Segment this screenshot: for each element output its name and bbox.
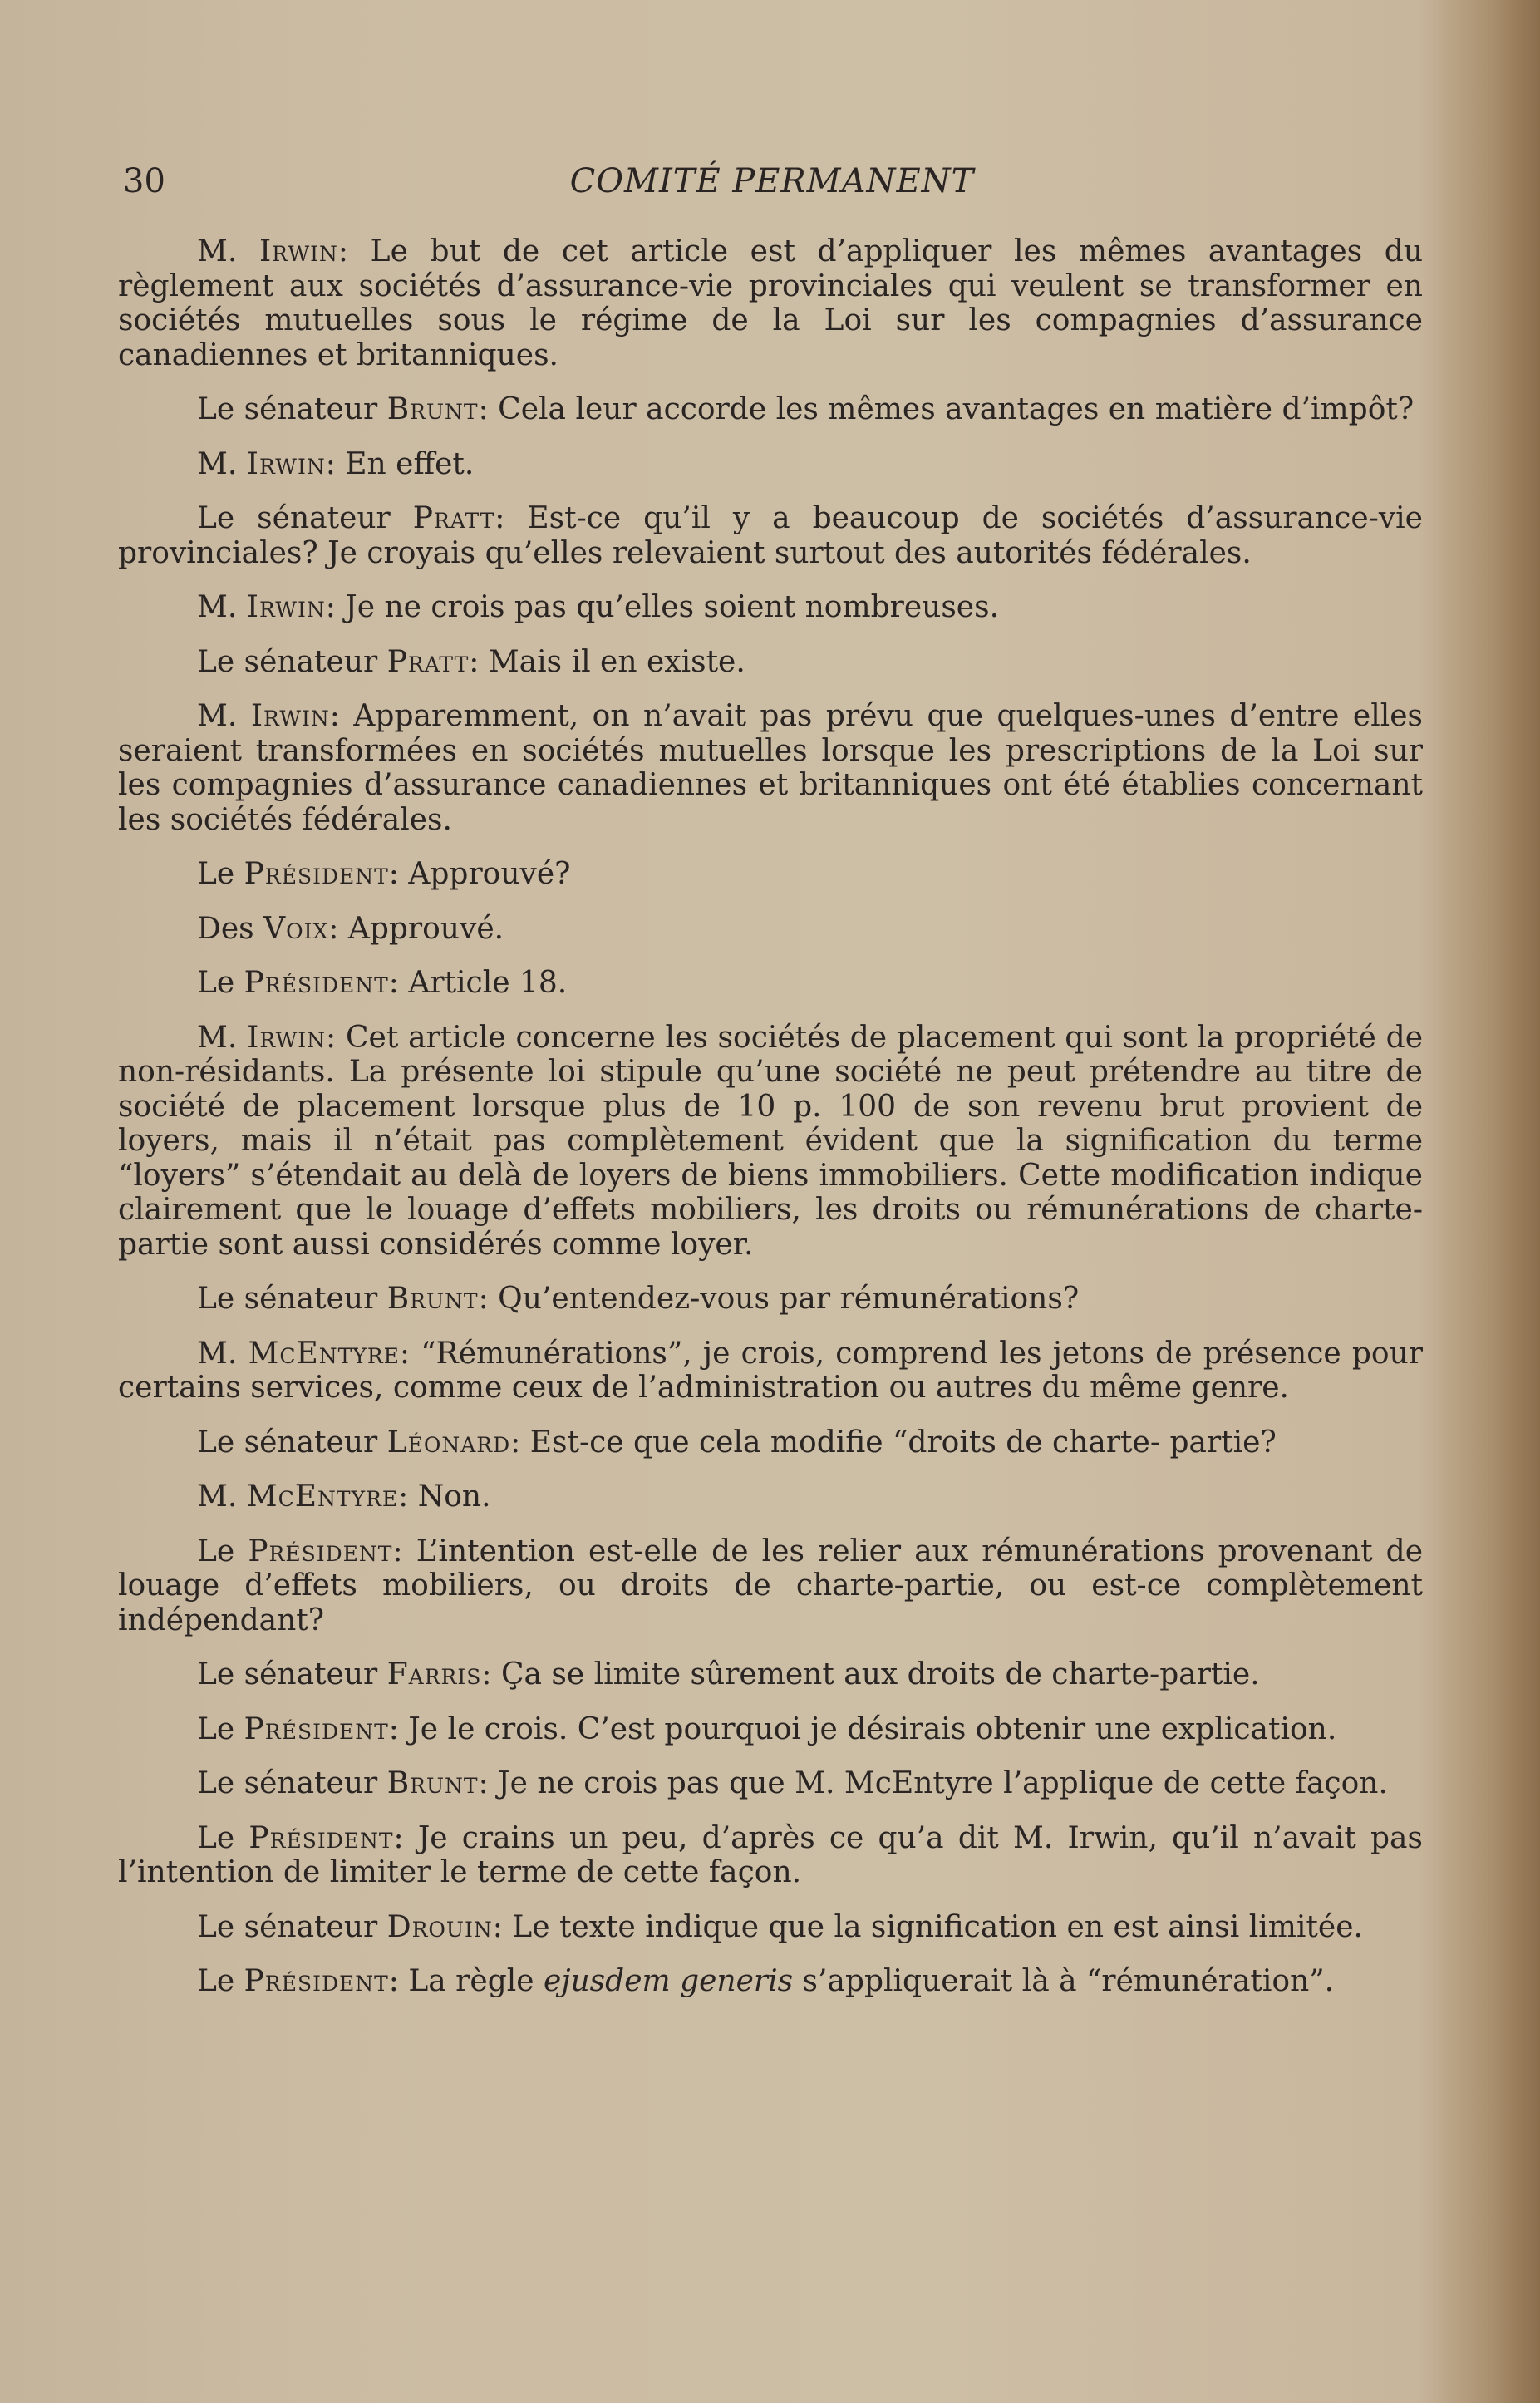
speech-text: : Je le crois. C’est pourquoi je désirais obtenir une explication.	[388, 1711, 1337, 1746]
speech-text: : Le texte indique que la signification en est ainsi limitée.	[492, 1909, 1363, 1944]
page-header	[123, 156, 1421, 206]
speaker-prefix: Le sénateur	[197, 392, 387, 426]
speech-text: : Je ne crois pas que M. McEntyre l’applique de cette façon.	[478, 1766, 1388, 1800]
speech-text: : Non.	[398, 1480, 491, 1514]
transcript-paragraph	[118, 392, 1423, 427]
speaker-name: Président	[244, 857, 389, 891]
speaker-name: Drouin	[386, 1909, 493, 1944]
speaker-name: Président	[244, 966, 389, 1000]
speaker-name: Léonard	[386, 1425, 511, 1460]
transcript-paragraph	[118, 1021, 1423, 1263]
transcript-paragraph	[118, 234, 1423, 372]
speech-text: : Est-ce qu’il y a beaucoup de sociétés d’assurance-vie provinciales? Je croyais qu’elles relevaient surtout des autorités fédérales.	[118, 501, 1423, 570]
speaker-name: Brunt	[386, 1282, 479, 1316]
speaker-name: Irwin	[250, 699, 330, 733]
speaker-prefix: M.	[197, 590, 247, 624]
speaker-name: McEntyre	[248, 1336, 400, 1371]
transcript-paragraph	[118, 1480, 1423, 1514]
speech-text: : Approuvé?	[388, 857, 571, 891]
transcript-paragraph	[118, 1657, 1423, 1692]
speech-text: : Qu’entendez-vous par rémunérations?	[478, 1282, 1080, 1316]
speaker-name: Voix	[263, 911, 329, 946]
speaker-name: Irwin	[247, 1020, 327, 1055]
speaker-prefix: Des	[197, 911, 264, 946]
speaker-prefix: Le sénateur	[197, 1909, 387, 1944]
speaker-name: Président	[244, 1711, 389, 1746]
transcript-body	[118, 234, 1423, 2019]
transcript-paragraph	[118, 1712, 1423, 1747]
speaker-prefix: M.	[197, 1336, 248, 1371]
speaker-name: Irwin	[246, 590, 326, 624]
transcript-paragraph	[118, 590, 1423, 625]
speaker-name: McEntyre	[246, 1480, 399, 1514]
speech-text: : Article 18.	[388, 966, 568, 1000]
transcript-paragraph	[118, 1282, 1423, 1317]
transcript-paragraph	[118, 699, 1423, 837]
speech-text: : Approuvé.	[328, 911, 504, 946]
speaker-prefix: Le	[197, 1964, 244, 1998]
transcript-paragraph	[118, 501, 1423, 570]
speaker-prefix: Le	[197, 1534, 248, 1568]
emphasized-text: ejusdem generis	[544, 1964, 794, 1998]
speaker-prefix: M.	[197, 1480, 247, 1514]
transcript-paragraph	[118, 1534, 1423, 1638]
speaker-prefix: Le	[197, 1711, 244, 1746]
speaker-prefix: M.	[197, 234, 259, 268]
speaker-name: Président	[248, 1534, 393, 1568]
page-number: 30	[123, 162, 165, 200]
speaker-prefix: Le	[197, 1820, 249, 1855]
transcript-paragraph	[118, 1910, 1423, 1945]
speaker-prefix: Le sénateur	[197, 1766, 387, 1800]
speech-text: : Est-ce que cela modifie “droits de charte- partie?	[510, 1425, 1277, 1460]
speaker-name: Irwin	[258, 234, 338, 268]
speaker-name: Pratt	[386, 644, 470, 679]
speech-text: : Cet article concerne les sociétés de placement qui sont la propriété de non-résidants. La présente loi stipule qu’une société ne peut prétendre au titre de société de placement lorsque plus de 10 p. 100 de son revenu brut provient de loyers, mais il n’était pas complètement évident que la signification du terme “loyers” s’étendait au delà de loyers de biens immobiliers. Cette modification indique clairement que le louage d’effets mobiliers, les droits ou rémunérations de charte-partie sont aussi considérés comme loyer.	[118, 1020, 1423, 1262]
transcript-paragraph	[118, 1426, 1423, 1460]
speaker-prefix: M.	[197, 446, 247, 481]
transcript-paragraph	[118, 857, 1423, 892]
speaker-name: Brunt	[386, 392, 479, 426]
transcript-paragraph	[118, 912, 1423, 947]
speaker-prefix: Le	[197, 857, 244, 891]
speech-text: : La règle	[388, 1964, 544, 1998]
running-title: COMITÉ PERMANENT	[569, 162, 975, 200]
speech-text: : “Rémunérations”, je crois, comprend les jetons de présence pour certains services, comme ceux de l’administration ou autres du même genre.	[118, 1336, 1423, 1405]
speaker-prefix: M.	[197, 699, 251, 733]
speech-text: : Cela leur accorde les mêmes avantages en matière d’impôt?	[478, 392, 1415, 426]
speaker-name: Président	[244, 1964, 389, 1998]
speaker-prefix: Le sénateur	[197, 1425, 387, 1460]
speaker-name: Président	[248, 1820, 394, 1855]
speech-text: : Le but de cet article est d’appliquer les mêmes avantages du règlement aux sociétés d’assurance-vie provinciales qui veulent se transformer en sociétés mutuelles sous le régime de la Loi sur les compagnies d’assurance canadiennes et britanniques.	[118, 234, 1423, 372]
speaker-name: Pratt	[412, 501, 495, 535]
speaker-prefix: Le	[197, 966, 244, 1000]
transcript-paragraph	[118, 645, 1423, 680]
speaker-prefix: Le sénateur	[197, 644, 387, 679]
speech-text-continued: s’appliquerait là à “rémunération”.	[793, 1964, 1335, 1998]
speaker-name: Brunt	[386, 1766, 479, 1800]
speaker-prefix: Le sénateur	[197, 1282, 387, 1316]
transcript-paragraph	[118, 1766, 1423, 1801]
speech-text: : Je crains un peu, d’après ce qu’a dit M. Irwin, qu’il n’avait pas l’intention de limiter le terme de cette façon.	[118, 1820, 1423, 1889]
speaker-prefix: M.	[197, 1020, 248, 1055]
speaker-prefix: Le sénateur	[197, 1657, 387, 1691]
transcript-paragraph	[118, 1821, 1423, 1890]
speaker-name: Farris	[386, 1657, 482, 1691]
transcript-paragraph	[118, 1337, 1423, 1406]
speech-text: : Je ne crois pas qu’elles soient nombreuses.	[325, 590, 1000, 624]
speech-text: : Ça se limite sûrement aux droits de charte-partie.	[481, 1657, 1260, 1691]
transcript-paragraph	[118, 1964, 1423, 1999]
transcript-paragraph	[118, 966, 1423, 1001]
speaker-name: Irwin	[246, 446, 326, 481]
speech-text: : En effet.	[325, 446, 475, 481]
speech-text: : L’intention est-elle de les relier aux rémunérations provenant de louage d’effets mobiliers, ou droits de charte-partie, ou est-ce complètement indépendant?	[118, 1534, 1424, 1637]
speaker-prefix: Le sénateur	[197, 501, 413, 535]
speech-text: : Mais il en existe.	[469, 644, 745, 679]
transcript-paragraph	[118, 447, 1423, 482]
speech-text: : Apparemment, on n’avait pas prévu que quelques-unes d’entre elles seraient transformées en sociétés mutuelles lorsque les prescriptions de la Loi sur les compagnies d’assurance canadiennes et britanniques ont été établies concernant les sociétés fédérales.	[118, 699, 1424, 837]
